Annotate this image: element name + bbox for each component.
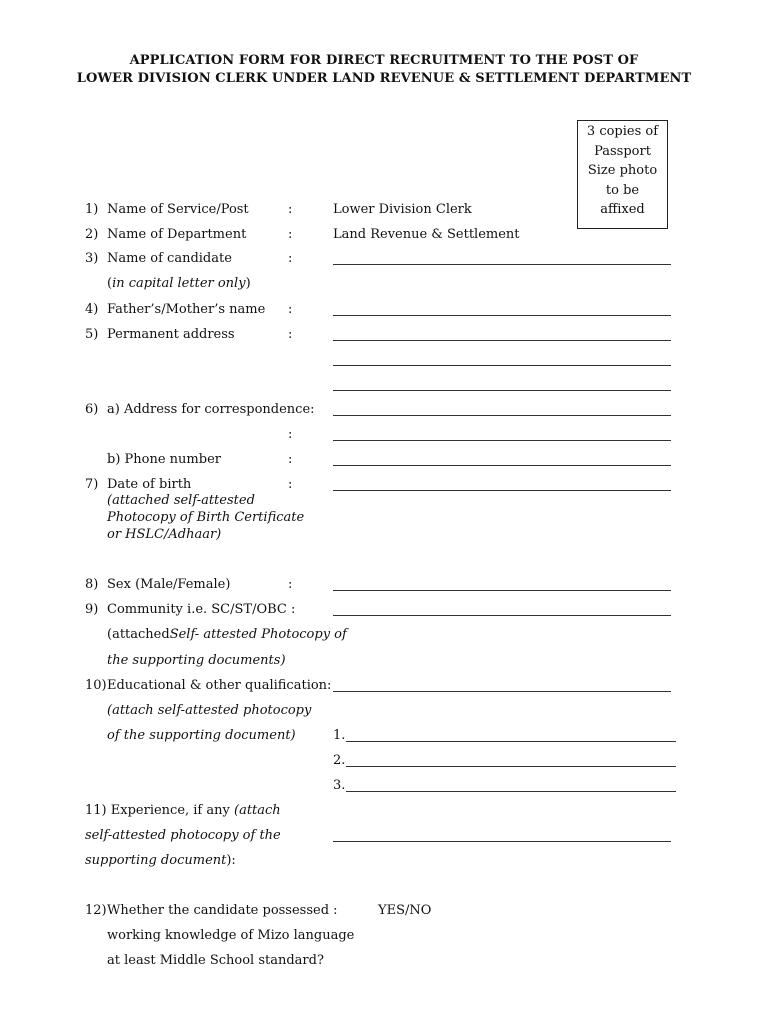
experience-note-line-3 (85, 853, 236, 869)
photo-box-line: Size photo (587, 163, 658, 178)
note-text: supporting document (85, 853, 227, 868)
colon: : (288, 477, 293, 492)
qualification-item-number: 3. (333, 778, 346, 793)
dob-note-line-1: (attached self-attested (107, 493, 255, 508)
community-field[interactable] (333, 615, 671, 616)
qualification-note-line-1: (attach self-attested photocopy (107, 703, 312, 718)
form-title-line-1: APPLICATION FORM FOR DIRECT RECRUITMENT TO THE POST OF (129, 53, 639, 68)
qualification-item-number: 1. (333, 728, 346, 743)
capital-letter-note (107, 276, 251, 292)
qualification-item-field-2[interactable] (346, 766, 676, 767)
parent-name-field[interactable] (333, 315, 671, 316)
field-number: 12) (85, 903, 107, 918)
form-title-line-2: LOWER DIVISION CLERK UNDER LAND REVENUE & SETTLEMENT DEPARTMENT (76, 71, 692, 86)
experience-label-text: Experience, if any (110, 803, 230, 818)
qualification-item-field-1[interactable] (346, 741, 676, 742)
mizo-knowledge-label-line-3: at least Middle School standard? (107, 953, 324, 968)
note-text: Self- attested Photocopy of (169, 627, 347, 642)
service-post-value: Lower Division Clerk (333, 202, 472, 217)
field-number: 6) (85, 402, 99, 417)
qualification-field[interactable] (333, 691, 671, 692)
experience-field[interactable] (333, 841, 671, 842)
note-close: ): (226, 853, 236, 868)
colon: : (288, 227, 293, 242)
sex-label: Sex (Male/Female) (107, 577, 231, 592)
permanent-address-field-2[interactable] (333, 365, 671, 366)
field-number: 8) (85, 577, 99, 592)
dob-note-line-3: or HSLC/Adhaar) (107, 527, 222, 542)
field-number: 4) (85, 302, 99, 317)
candidate-name-label: Name of candidate (107, 251, 232, 266)
field-number: 7) (85, 477, 99, 492)
experience-label (85, 803, 281, 819)
correspondence-address-field-2[interactable] (333, 440, 671, 441)
colon: : (288, 577, 293, 592)
candidate-name-field[interactable] (333, 264, 671, 265)
field-number: 10) (85, 678, 107, 693)
note-text: in capital letter only (112, 276, 246, 291)
field-number: 5) (85, 327, 99, 342)
photo-box-line: 3 copies of (586, 124, 659, 139)
qualification-note-line-2: of the supporting document) (107, 728, 296, 743)
experience-note-line-2: self-attested photocopy of the (85, 828, 281, 843)
date-of-birth-label: Date of birth (107, 477, 192, 492)
colon: : (288, 251, 293, 266)
photo-box-line: affixed (600, 202, 645, 217)
field-number: 9) (85, 602, 99, 617)
mizo-knowledge-label-line-2: working knowledge of Mizo language (107, 928, 355, 943)
correspondence-address-field-1[interactable] (333, 415, 671, 416)
photo-box-line: Passport (594, 143, 651, 159)
field-number: 1) (85, 202, 99, 217)
department-value: Land Revenue & Settlement (333, 227, 520, 242)
field-number: 2) (85, 227, 99, 242)
colon: : (288, 452, 293, 467)
mizo-knowledge-value[interactable]: YES/NO (378, 903, 432, 918)
photo-box-line: to be (605, 182, 640, 198)
sex-field[interactable] (333, 590, 671, 591)
experience-note-start: (attach (234, 803, 281, 818)
parent-name-label: Father’s/Mother’s name (107, 302, 266, 317)
community-note-line-1 (107, 627, 347, 643)
note-paren-close: ) (245, 276, 251, 291)
qualification-item-field-3[interactable] (346, 791, 676, 792)
field-number: 3) (85, 251, 99, 266)
date-of-birth-field[interactable] (333, 490, 671, 491)
colon: : (288, 202, 293, 217)
note-prefix: (attached (107, 627, 170, 642)
colon: : (288, 302, 293, 317)
permanent-address-field-3[interactable] (333, 390, 671, 391)
service-post-label: Name of Service/Post (107, 202, 249, 217)
colon: : (288, 427, 293, 442)
permanent-address-label: Permanent address (107, 327, 235, 342)
note-paren-open: ( (107, 276, 113, 291)
department-label: Name of Department (107, 227, 247, 242)
colon: : (288, 327, 293, 342)
community-note-line-2: the supporting documents) (107, 653, 286, 668)
field-number: 11) (85, 803, 107, 818)
community-label: Community i.e. SC/ST/OBC : (107, 602, 296, 617)
mizo-knowledge-label: Whether the candidate possessed : (107, 903, 338, 918)
qualification-label: Educational & other qualification: (107, 678, 332, 693)
phone-number-label: b) Phone number (107, 452, 221, 467)
passport-photo-box (577, 120, 668, 229)
dob-note-line-2: Photocopy of Birth Certificate (107, 510, 305, 525)
permanent-address-field-1[interactable] (333, 340, 671, 341)
phone-number-field[interactable] (333, 465, 671, 466)
qualification-item-number: 2. (333, 753, 346, 768)
correspondence-address-label: a) Address for correspondence: (107, 402, 315, 417)
